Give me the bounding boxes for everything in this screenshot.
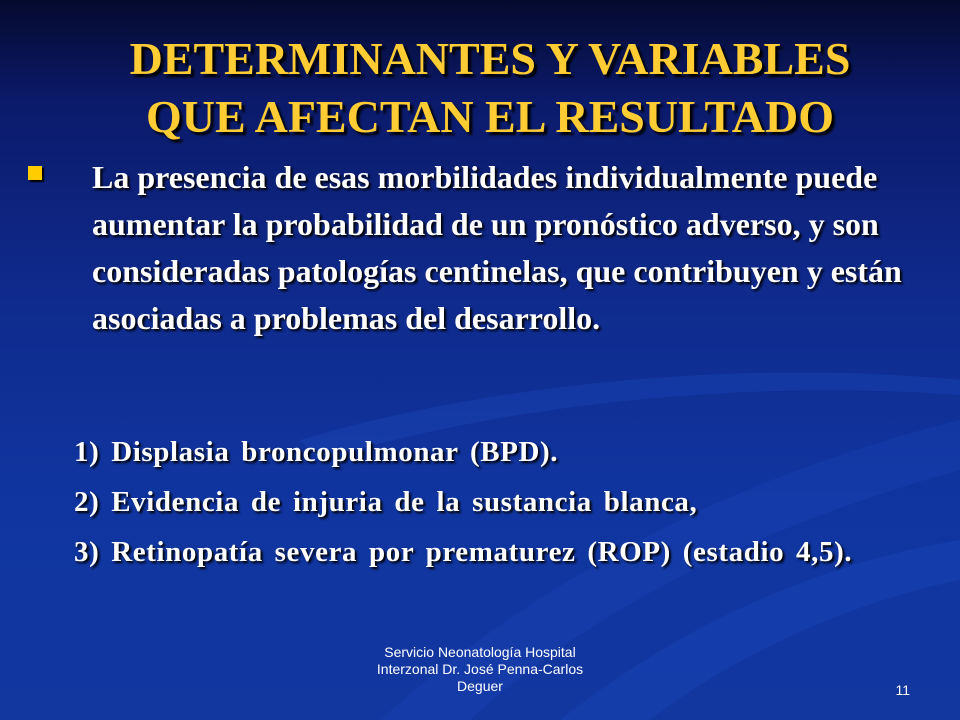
footer-line-1: Servicio Neonatología Hospital <box>384 644 576 660</box>
morbidity-list <box>74 432 934 582</box>
footer-source <box>330 644 630 695</box>
slide-title-line-1: DETERMINANTES Y VARIABLES <box>129 33 851 84</box>
slide-title-line-2: QUE AFECTAN EL RESULTADO <box>145 91 835 142</box>
morbidity-item-1: 1) Displasia broncopulmonar (BPD). <box>74 436 559 468</box>
main-bullet-text: La presencia de esas morbilidades individualmente puede aumentar la probabilidad de un pronóstico adverso, y son consideradas patologías centinelas, que contribuyen y están asociadas a problemas del desarrollo. <box>92 159 902 336</box>
square-bullet-icon <box>28 166 42 180</box>
footer-line-2: Interzonal Dr. José Penna-Carlos <box>376 661 584 677</box>
slide-title <box>40 30 940 146</box>
slide-page-number: 11 <box>895 682 910 698</box>
morbidity-item-2: 2) Evidencia de injuria de la sustancia blanca, <box>74 486 698 518</box>
morbidity-item-3: 3) Retinopatía severa por prematurez (ROP) (estadio 4,5). <box>74 536 853 568</box>
footer-line-3: Deguer <box>457 678 503 694</box>
